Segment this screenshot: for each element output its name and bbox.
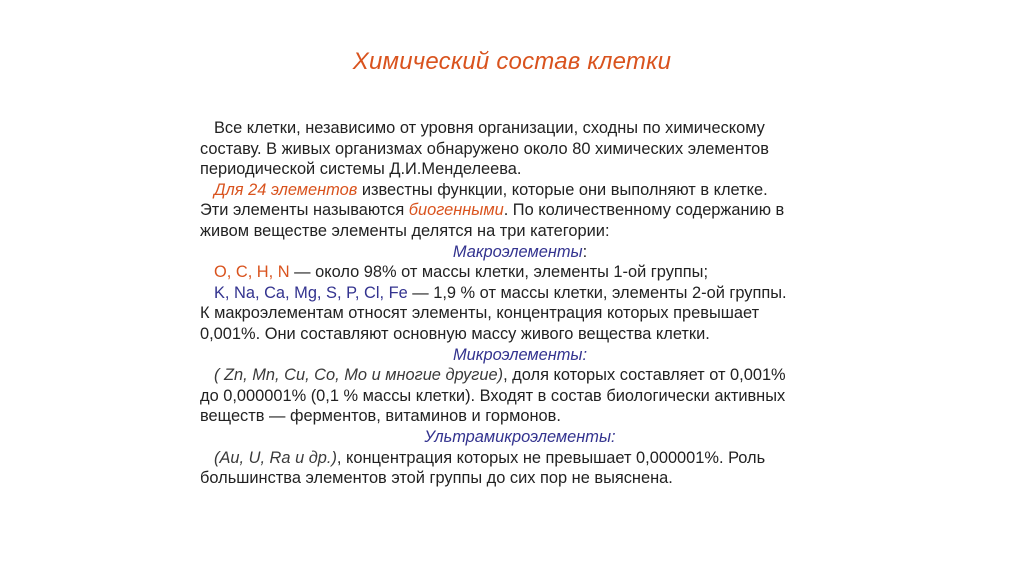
- text-span: . По количественному содержанию в: [503, 201, 785, 220]
- macro-group-1: [200, 262, 840, 283]
- text-span: , доля которых составляет от 0,001%: [503, 366, 786, 385]
- paragraph-1-line-1: [200, 118, 840, 139]
- text-span: живом веществе элементы делятся на три категории:: [200, 221, 610, 240]
- paragraph-2-line-2: [200, 200, 840, 221]
- text-span: 0,001%. Они составляют основную массу живого вещества клетки.: [200, 324, 710, 343]
- paragraph-1-line-3: [200, 159, 840, 180]
- text-span: К макроэлементам относят элементы, концентрация которых превышает: [200, 304, 760, 323]
- macro-line-3: [200, 303, 840, 324]
- micro-line-2: [200, 386, 840, 407]
- ultra-heading: [200, 427, 840, 448]
- micro-line-3: [200, 406, 840, 427]
- slide-body: [200, 118, 840, 489]
- text-span: до 0,000001% (0,1 % массы клетки). Входят в состав биологически активных: [200, 386, 786, 405]
- text-span: известны функции, которые они выполняют в клетке.: [357, 180, 768, 199]
- macro-heading-colon: :: [582, 242, 588, 261]
- text-span: — 1,9 % от массы клетки, элементы 2-ой группы.: [407, 283, 787, 302]
- text-span: , концентрация которых не превышает 0,000001%. Роль: [336, 448, 766, 467]
- ultra-elements-list: (Au, U, Ra и др.): [214, 448, 337, 467]
- text-span: Эти элементы называются: [200, 201, 409, 220]
- micro-line-1: [200, 365, 840, 386]
- macro-line-4: [200, 324, 840, 345]
- text-span: периодической системы Д.И.Менделеева.: [200, 160, 522, 179]
- text-span: веществ — ферментов, витаминов и гормонов.: [200, 407, 561, 426]
- highlight-24-elements: Для 24 элементов: [214, 180, 358, 199]
- macro-group-2: [200, 283, 840, 304]
- macro-group-1-elements: O, C, H, N: [214, 263, 290, 282]
- ultra-line-1: [200, 448, 840, 469]
- paragraph-1-line-2: [200, 139, 840, 160]
- micro-heading-text: Микроэлементы:: [452, 345, 588, 364]
- text-span: Все клетки, независимо от уровня организации, сходны по химическому: [214, 119, 765, 137]
- ultra-heading-text: Ультрамикроэлементы:: [424, 427, 616, 446]
- ultra-line-2: [200, 468, 840, 489]
- macro-group-2-elements: K, Na, Ca, Mg, S, P, Cl, Fe: [214, 283, 408, 302]
- macro-heading: [200, 242, 840, 263]
- text-span: составу. В живых организмах обнаружено около 80 химических элементов: [200, 139, 769, 158]
- slide-title: Химический состав клетки: [352, 48, 672, 75]
- text-span: — около 98% от массы клетки, элементы 1-ой группы;: [289, 263, 709, 282]
- micro-elements-list: ( Zn, Mn, Cu, Co, Mo и многие другие): [214, 366, 504, 385]
- biogenic-term: биогенными: [408, 201, 504, 220]
- macro-heading-text: Макроэлементы: [452, 242, 583, 261]
- micro-heading: [200, 345, 840, 366]
- paragraph-2-line-1: [200, 180, 840, 201]
- text-span: большинства элементов этой группы до сих пор не выяснена.: [200, 469, 673, 488]
- paragraph-2-line-3: [200, 221, 840, 242]
